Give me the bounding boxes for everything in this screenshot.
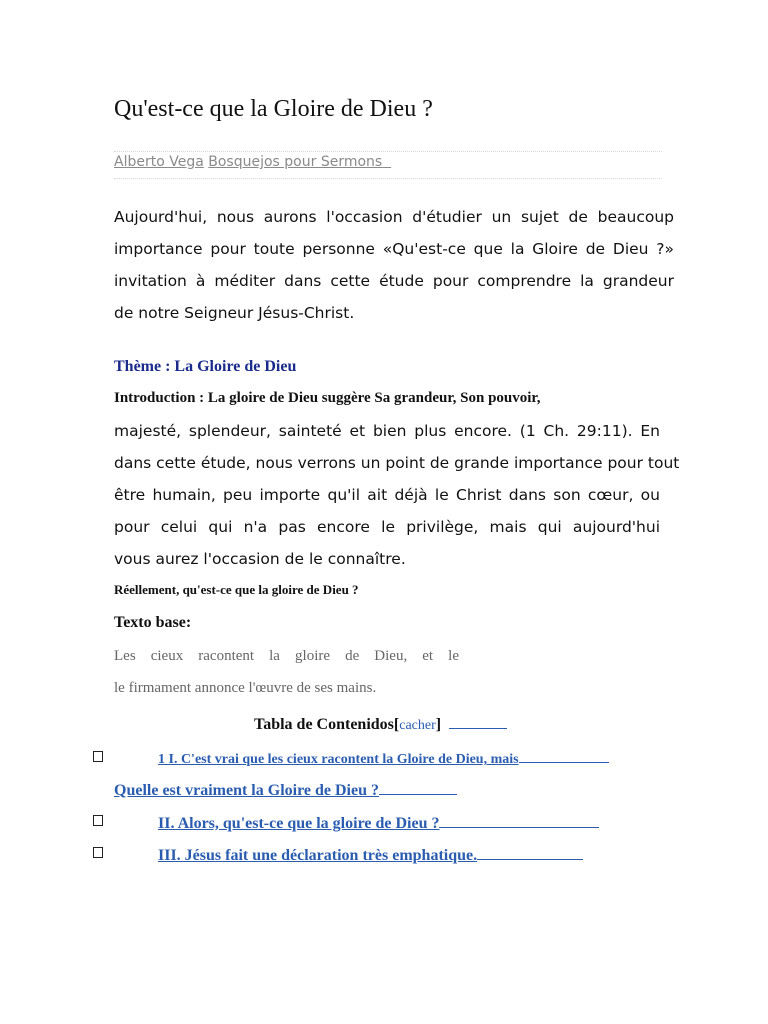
question-heading: Réellement, qu'est-ce que la gloire de Dieu ?	[114, 582, 359, 597]
toc-item-underline	[519, 748, 609, 763]
byline-top-divider	[114, 151, 662, 152]
texto-base-label: Texto base:	[114, 614, 192, 631]
toc-bullet-icon	[93, 751, 103, 762]
toc-title: Tabla de Contenidos	[254, 716, 394, 733]
intro-paragraph	[114, 201, 674, 329]
intro-line: de notre Seigneur Jésus-Christ.	[114, 304, 355, 322]
intro-line: invitation à méditer dans cette étude pour comprendre la grandeur	[114, 272, 674, 290]
toc-bullet-icon	[93, 815, 103, 826]
introduction-line: majesté, splendeur, sainteté et bien plus encore. (1 Ch. 29:11). En	[114, 422, 660, 440]
byline	[114, 154, 391, 170]
toc-item-2[interactable]	[114, 780, 457, 800]
verse-line: le firmament annonce l'œuvre de ses mains.	[114, 680, 377, 696]
toc-item-underline	[379, 780, 457, 795]
toc-item-4[interactable]	[158, 845, 583, 865]
toc-item-label: Quelle est vraiment la Gloire de Dieu ?	[114, 782, 379, 799]
toc-item-1[interactable]	[158, 748, 609, 768]
toc-item-label: III. Jésus fait une déclaration très emphatique.	[158, 847, 478, 864]
author-link[interactable]: Alberto Vega	[114, 154, 204, 170]
intro-line: importance pour toute personne «Qu'est-ce que la Gloire de Dieu ?»	[114, 240, 674, 258]
introduction-paragraph	[114, 415, 680, 575]
introduction-heading: Introduction : La gloire de Dieu suggère Sa grandeur, Son pouvoir,	[114, 390, 541, 406]
toc-header-underline	[449, 716, 507, 729]
theme-heading: Thème : La Gloire de Dieu	[114, 358, 297, 375]
introduction-line: vous aurez l'occasion de le connaître.	[114, 550, 406, 568]
toc-bullet-icon	[93, 847, 103, 858]
verse-line: Les cieux racontent la gloire de Dieu, et le	[114, 648, 459, 664]
intro-line: Aujourd'hui, nous aurons l'occasion d'étudier un sujet de beaucoup	[114, 208, 674, 226]
toc-item-label: 1 I. C'est vrai que les cieux racontent la Gloire de Dieu, mais	[158, 752, 519, 767]
toc-header	[254, 716, 507, 734]
introduction-line: dans cette étude, nous verrons un point de grande importance pour tout	[114, 454, 680, 472]
byline-bottom-divider	[114, 178, 662, 179]
introduction-line: être humain, peu importe qu'il ait déjà le Christ dans son cœur, ou	[114, 486, 660, 504]
toc-item-3[interactable]	[158, 813, 599, 833]
article-title: Qu'est-ce que la Gloire de Dieu ?	[114, 96, 433, 122]
category-link[interactable]	[208, 154, 391, 170]
toc-hide-link[interactable]: cacher	[399, 718, 436, 733]
toc-item-underline	[439, 813, 599, 828]
toc-close-bracket: ]	[435, 716, 442, 733]
introduction-line: pour celui qui n'a pas encore le privilège, mais qui aujourd'hui	[114, 518, 660, 536]
toc-item-underline	[477, 845, 583, 860]
toc-open-bracket: [	[393, 716, 400, 733]
verse-text	[114, 640, 459, 704]
category-label: Bosquejos pour Sermons	[208, 154, 383, 170]
toc-item-label: II. Alors, qu'est-ce que la gloire de Dieu ?	[158, 815, 440, 832]
